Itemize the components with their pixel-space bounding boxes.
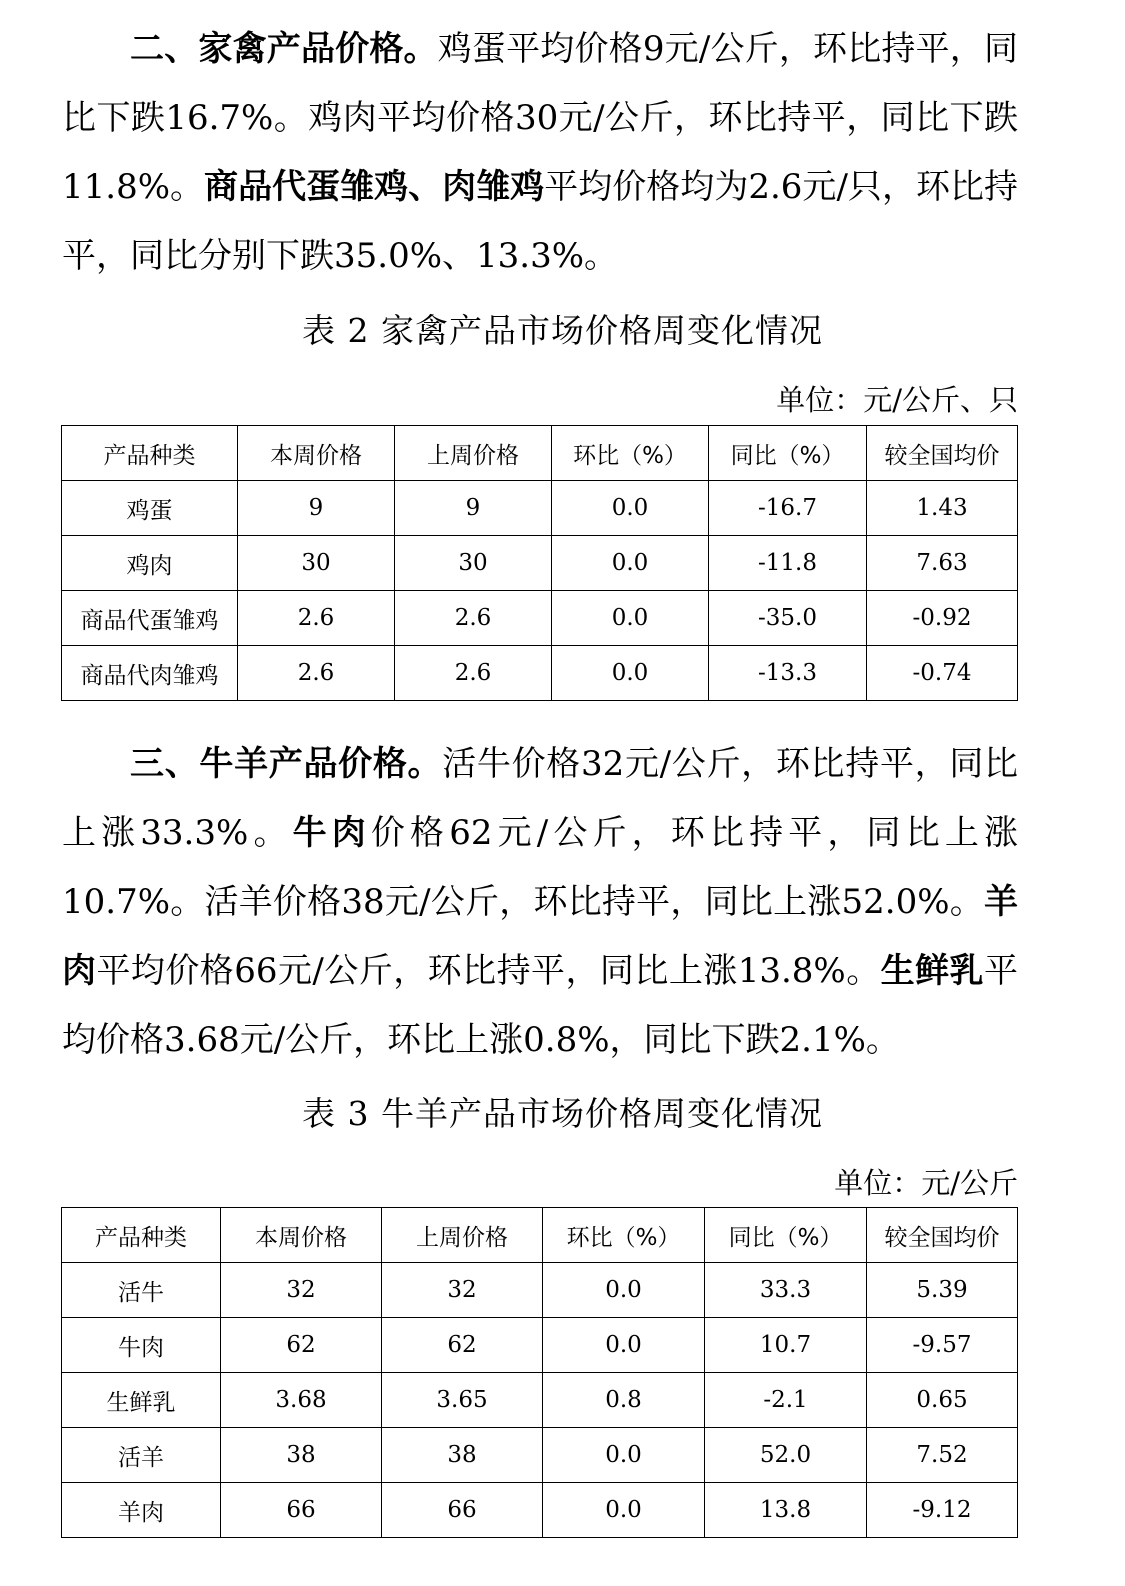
table-cell: -9.57	[867, 1318, 1018, 1373]
table-cell: -16.7	[709, 481, 867, 536]
table-cell: 33.3	[705, 1263, 867, 1318]
table-cell: 0.0	[543, 1428, 705, 1483]
table-cell: 0.8	[543, 1373, 705, 1428]
table-cell: 9	[238, 481, 395, 536]
table-cell: 0.0	[552, 646, 709, 701]
table-cell: 0.65	[867, 1373, 1018, 1428]
table-cell: 13.8	[705, 1483, 867, 1538]
table-row	[62, 481, 1018, 536]
table-cell: 活羊	[62, 1428, 221, 1483]
table-cell: 0.0	[543, 1263, 705, 1318]
table-cell: 7.52	[867, 1428, 1018, 1483]
table-cell: 32	[221, 1263, 382, 1318]
table-cell: 生鲜乳	[62, 1373, 221, 1428]
table-cell: -35.0	[709, 591, 867, 646]
table-cell: 1.43	[867, 481, 1018, 536]
table-cell: 2.6	[238, 591, 395, 646]
table-2-header-row	[62, 426, 1018, 481]
table-2-header: 本周价格	[238, 426, 395, 481]
section-3-text-4: 平均价格3.68元/公斤，环比上涨0.8%，同比下跌2.1%。	[62, 951, 1019, 1060]
table-cell: 30	[395, 536, 552, 591]
section-2-heading: 二、家禽产品价格。	[130, 29, 438, 69]
table-cell: -13.3	[709, 646, 867, 701]
table-cell: -0.92	[867, 591, 1018, 646]
table-2-caption: 表 2 家禽产品市场价格周变化情况	[302, 311, 823, 350]
table-row	[62, 1483, 1018, 1538]
table-cell: 0.0	[543, 1318, 705, 1373]
table-row	[62, 646, 1018, 701]
table-cell: -0.74	[867, 646, 1018, 701]
table-3-caption: 表 3 牛羊产品市场价格周变化情况	[302, 1094, 823, 1133]
table-2-unit: 单位：元/公斤、只	[776, 383, 1018, 417]
table-3-header: 环比（%）	[543, 1208, 705, 1263]
table-row	[62, 536, 1018, 591]
table-cell: 商品代蛋雏鸡	[62, 591, 238, 646]
table-cell: 0.0	[552, 536, 709, 591]
table-row	[62, 1373, 1018, 1428]
table-2	[61, 425, 1018, 701]
table-cell: 0.0	[552, 481, 709, 536]
table-2-header: 产品种类	[62, 426, 238, 481]
section-3-text-1: 活牛价格32元/公斤，环比持平，同比上涨33.3%。	[62, 744, 1019, 853]
section-3-paragraph	[62, 730, 1018, 1075]
section-2-paragraph	[62, 15, 1018, 291]
section-3-bold-2: 牛肉	[292, 813, 371, 853]
section-2-bold-2: 商品代蛋雏鸡、肉雏鸡	[204, 167, 545, 207]
table-cell: 牛肉	[62, 1318, 221, 1373]
table-row	[62, 1318, 1018, 1373]
table-cell: 9	[395, 481, 552, 536]
table-cell: 66	[382, 1483, 543, 1538]
section-3-bold-3: 羊肉	[62, 882, 1018, 991]
table-3-header: 本周价格	[221, 1208, 382, 1263]
table-3-header: 上周价格	[382, 1208, 543, 1263]
table-cell: 38	[221, 1428, 382, 1483]
table-3-header: 产品种类	[62, 1208, 221, 1263]
section-3-bold-4: 生鲜乳	[880, 951, 985, 991]
table-cell: 羊肉	[62, 1483, 221, 1538]
table-cell: 0.0	[552, 591, 709, 646]
table-3-header: 同比（%）	[705, 1208, 867, 1263]
table-cell: 3.65	[382, 1373, 543, 1428]
table-cell: 66	[221, 1483, 382, 1538]
table-2-header: 同比（%）	[709, 426, 867, 481]
table-2-header: 环比（%）	[552, 426, 709, 481]
section-2-text-1: 鸡蛋平均价格9元/公斤，环比持平，同比下跌16.7%。鸡肉平均价格30元/公斤，环比持平，同比下跌11.8%。	[62, 29, 1018, 207]
table-cell: 10.7	[705, 1318, 867, 1373]
table-cell: 2.6	[395, 646, 552, 701]
table-cell: -9.12	[867, 1483, 1018, 1538]
table-row	[62, 1428, 1018, 1483]
table-cell: 活牛	[62, 1263, 221, 1318]
table-3-header-row	[62, 1208, 1018, 1263]
section-3-heading: 三、牛羊产品价格。	[130, 744, 443, 784]
table-cell: 3.68	[221, 1373, 382, 1428]
table-cell: 2.6	[395, 591, 552, 646]
table-cell: 商品代肉雏鸡	[62, 646, 238, 701]
table-cell: 38	[382, 1428, 543, 1483]
table-cell: 0.0	[543, 1483, 705, 1538]
table-cell: 鸡蛋	[62, 481, 238, 536]
section-3-text-3: 平均价格66元/公斤，环比持平，同比上涨13.8%。	[96, 951, 881, 991]
table-2-header: 上周价格	[395, 426, 552, 481]
table-cell: -2.1	[705, 1373, 867, 1428]
table-3-unit: 单位：元/公斤	[834, 1166, 1018, 1200]
table-3	[61, 1207, 1018, 1538]
table-cell: 7.63	[867, 536, 1018, 591]
table-cell: 62	[382, 1318, 543, 1373]
table-row	[62, 1263, 1018, 1318]
table-cell: -11.8	[709, 536, 867, 591]
table-cell: 32	[382, 1263, 543, 1318]
table-cell: 2.6	[238, 646, 395, 701]
table-cell: 5.39	[867, 1263, 1018, 1318]
table-cell: 52.0	[705, 1428, 867, 1483]
table-cell: 30	[238, 536, 395, 591]
table-2-header: 较全国均价	[867, 426, 1018, 481]
table-cell: 62	[221, 1318, 382, 1373]
section-2-text-2: 平均价格均为2.6元/只，环比持平，同比分别下跌35.0%、13.3%。	[62, 167, 1018, 276]
table-cell: 鸡肉	[62, 536, 238, 591]
table-row	[62, 591, 1018, 646]
table-3-header: 较全国均价	[867, 1208, 1018, 1263]
section-3-text-2: 价格62元/公斤，环比持平，同比上涨10.7%。活羊价格38元/公斤，环比持平，同比上涨52.0%。	[62, 813, 1018, 922]
